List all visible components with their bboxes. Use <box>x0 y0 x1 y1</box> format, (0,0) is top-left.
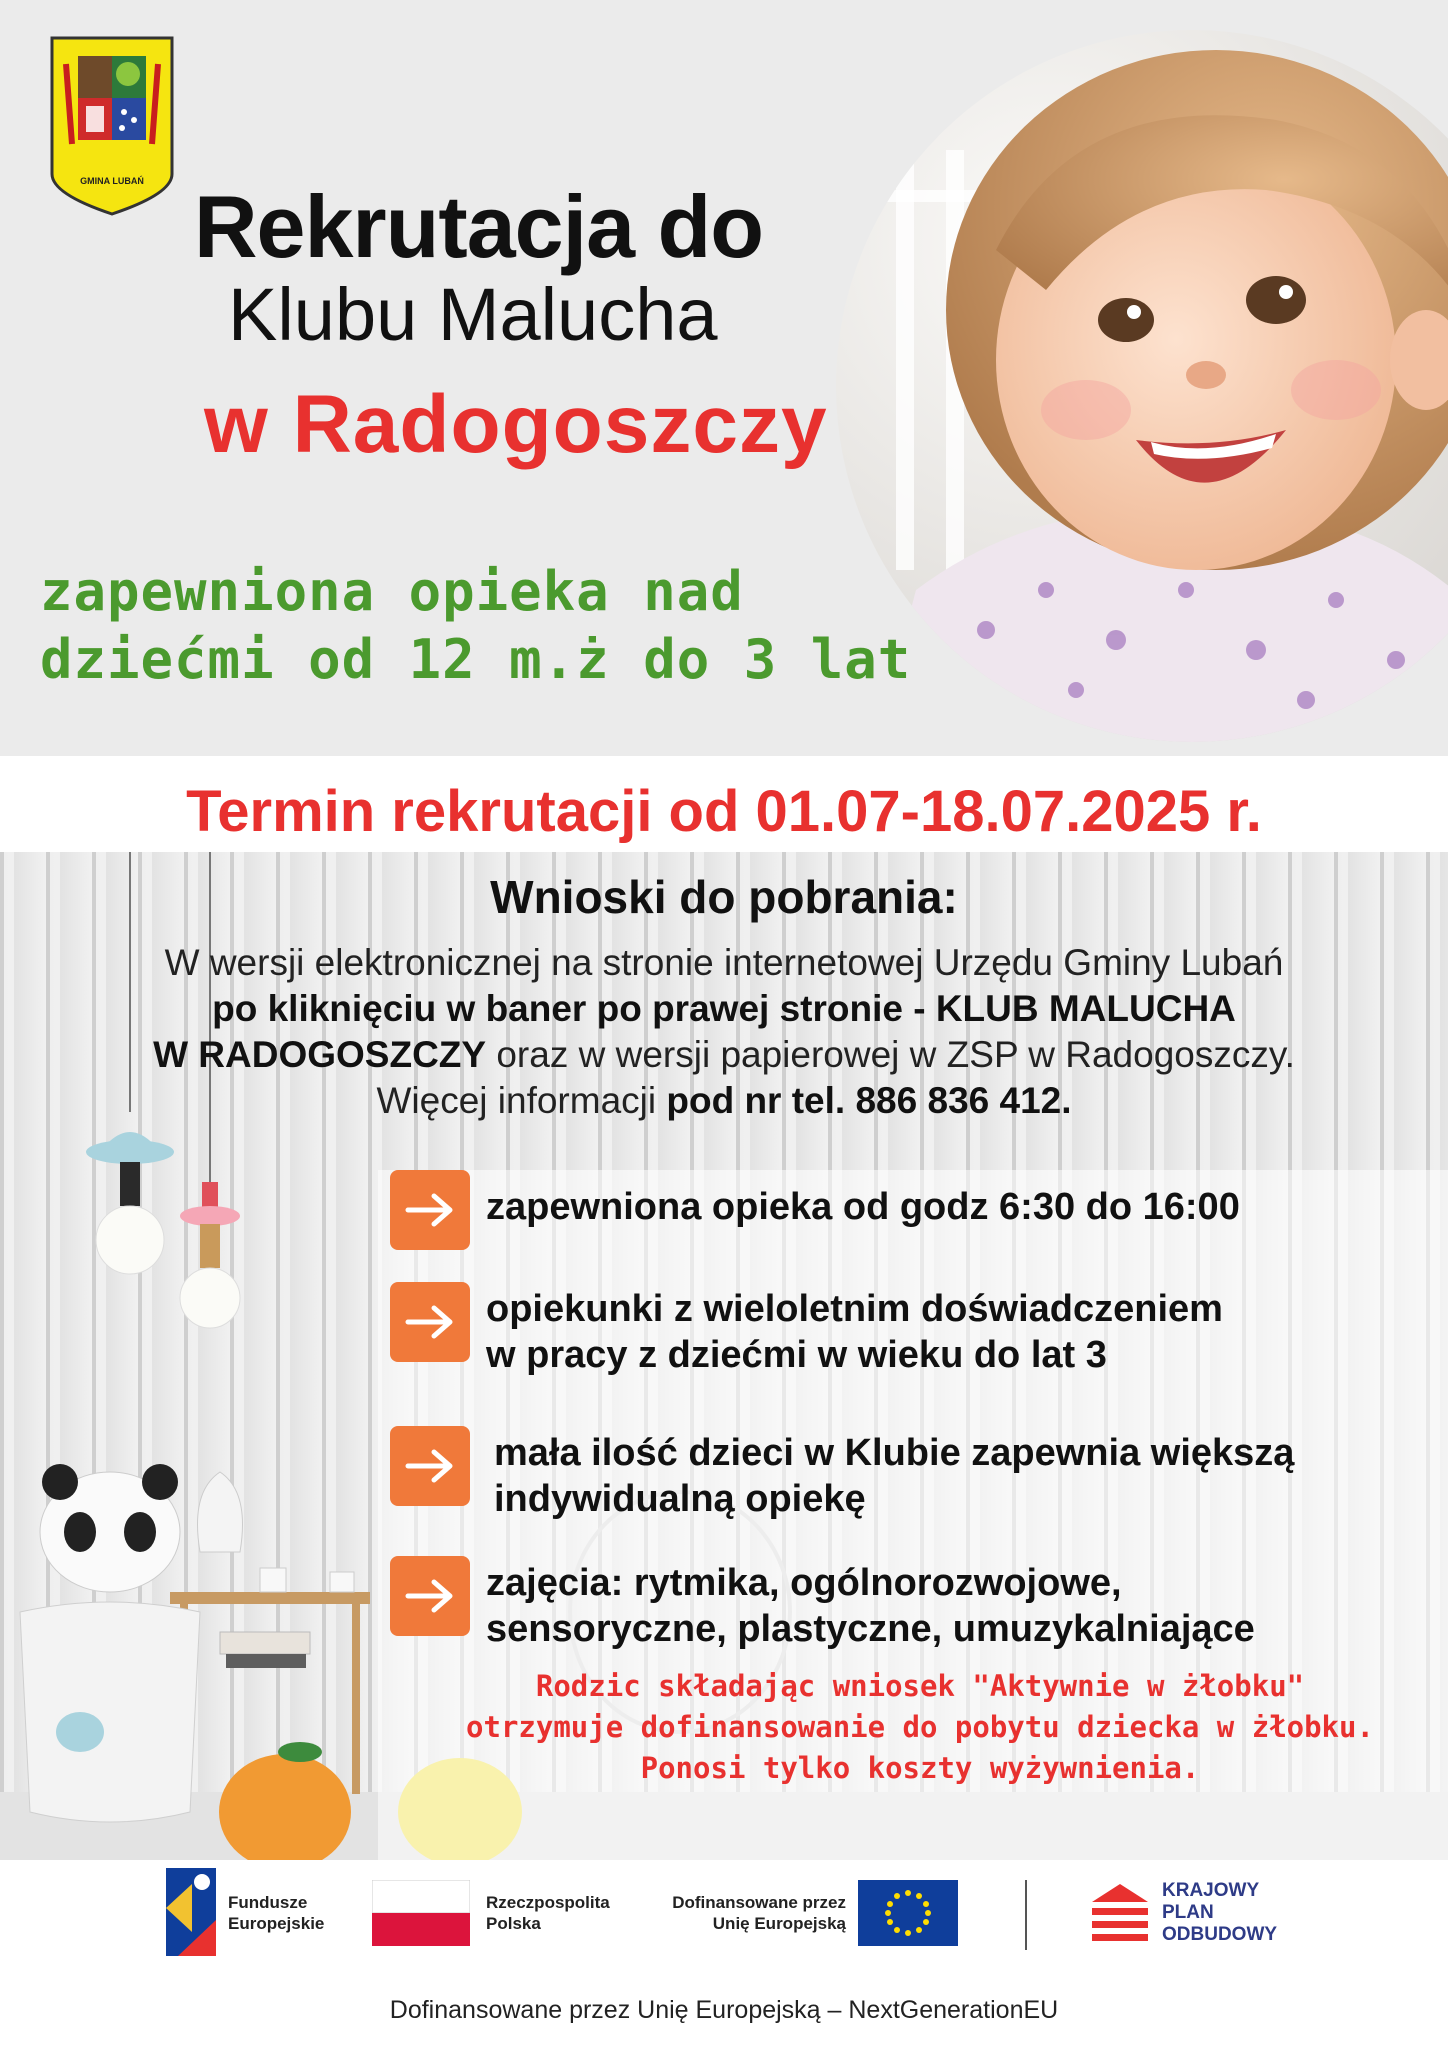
arrow-right-icon <box>390 1170 470 1250</box>
krajowy-plan-odbudowy-label: KRAJOWY PLAN ODBUDOWY <box>1162 1880 1278 1945</box>
title-line-1: Rekrutacja do <box>194 177 763 276</box>
title-line-3: w Radogoszczy <box>204 379 828 470</box>
crest-caption: GMINA LUBAŃ <box>80 176 144 186</box>
polish-flag-icon <box>372 1880 470 1946</box>
arrow-right-icon <box>390 1556 470 1636</box>
fundusze-europejskie-label: Fundusze Europejskie <box>228 1893 325 1933</box>
downloads-line-3-bold: W RADOGOSZCZY <box>153 1034 487 1075</box>
downloads-line-3: oraz w wersji papierowej w ZSP w Radogoszczy. <box>486 1034 1295 1075</box>
header-section <box>0 0 1448 756</box>
footer-footnote: Dofinansowane przez Unię Europejską – NextGenerationEU <box>389 1996 1059 2024</box>
benefit-text: zajęcia: rytmika, ogólnorozwojowe, sensoryczne, plastyczne, umuzykalniające <box>486 1562 1255 1650</box>
downloads-line-4: Więcej informacji <box>376 1080 667 1121</box>
benefit-text: mała ilość dzieci w Klubie zapewnia większą indywidualną opiekę <box>494 1432 1295 1520</box>
krajowy-plan-odbudowy-logo-icon <box>1090 1880 1150 1946</box>
eu-cofinanced-label: Dofinansowane przez Unię Europejską <box>672 1893 846 1933</box>
downloads-heading: Wnioski do pobrania: <box>490 871 958 923</box>
gmina-luban-crest-icon <box>48 34 176 218</box>
rzeczpospolita-polska-label: Rzeczpospolita Polska <box>486 1893 610 1933</box>
arrow-right-icon <box>390 1426 470 1506</box>
arrow-right-icon <box>390 1282 470 1362</box>
child-photo <box>836 30 1448 742</box>
fundusze-europejskie-logo-icon <box>166 1868 216 1956</box>
recruitment-term-band <box>0 756 1448 852</box>
title-line-2: Klubu Malucha <box>228 273 718 356</box>
downloads-info <box>20 940 1428 1124</box>
recruitment-term: Termin rekrutacji od 01.07-18.07.2025 r. <box>186 779 1262 844</box>
funding-note: Rodzic składając wniosek "Aktywnie w żłobku" otrzymuje dofinansowanie do pobytu dziecka w żłobku. Ponosi tylko koszty wyżywnienia. <box>466 1669 1374 1785</box>
benefit-text: opiekunki z wieloletnim doświadczeniem w pracy z dziećmi w wieku do lat 3 <box>486 1288 1223 1376</box>
benefit-text: zapewniona opieka od godz 6:30 do 16:00 <box>486 1186 1240 1228</box>
downloads-line-2: po kliknięciu w baner po prawej stronie - KLUB MALUCHA <box>212 988 1236 1029</box>
subtitle: zapewniona opieka nad dziećmi od 12 m.ż do 3 lat <box>40 560 912 691</box>
downloads-line-1: W wersji elektronicznej na stronie internetowej Urzędu Gminy Lubań <box>164 942 1284 983</box>
footer-divider <box>1025 1880 1027 1950</box>
eu-flag-icon <box>858 1880 958 1946</box>
phone-number: pod nr tel. 886 836 412. <box>666 1080 1072 1121</box>
